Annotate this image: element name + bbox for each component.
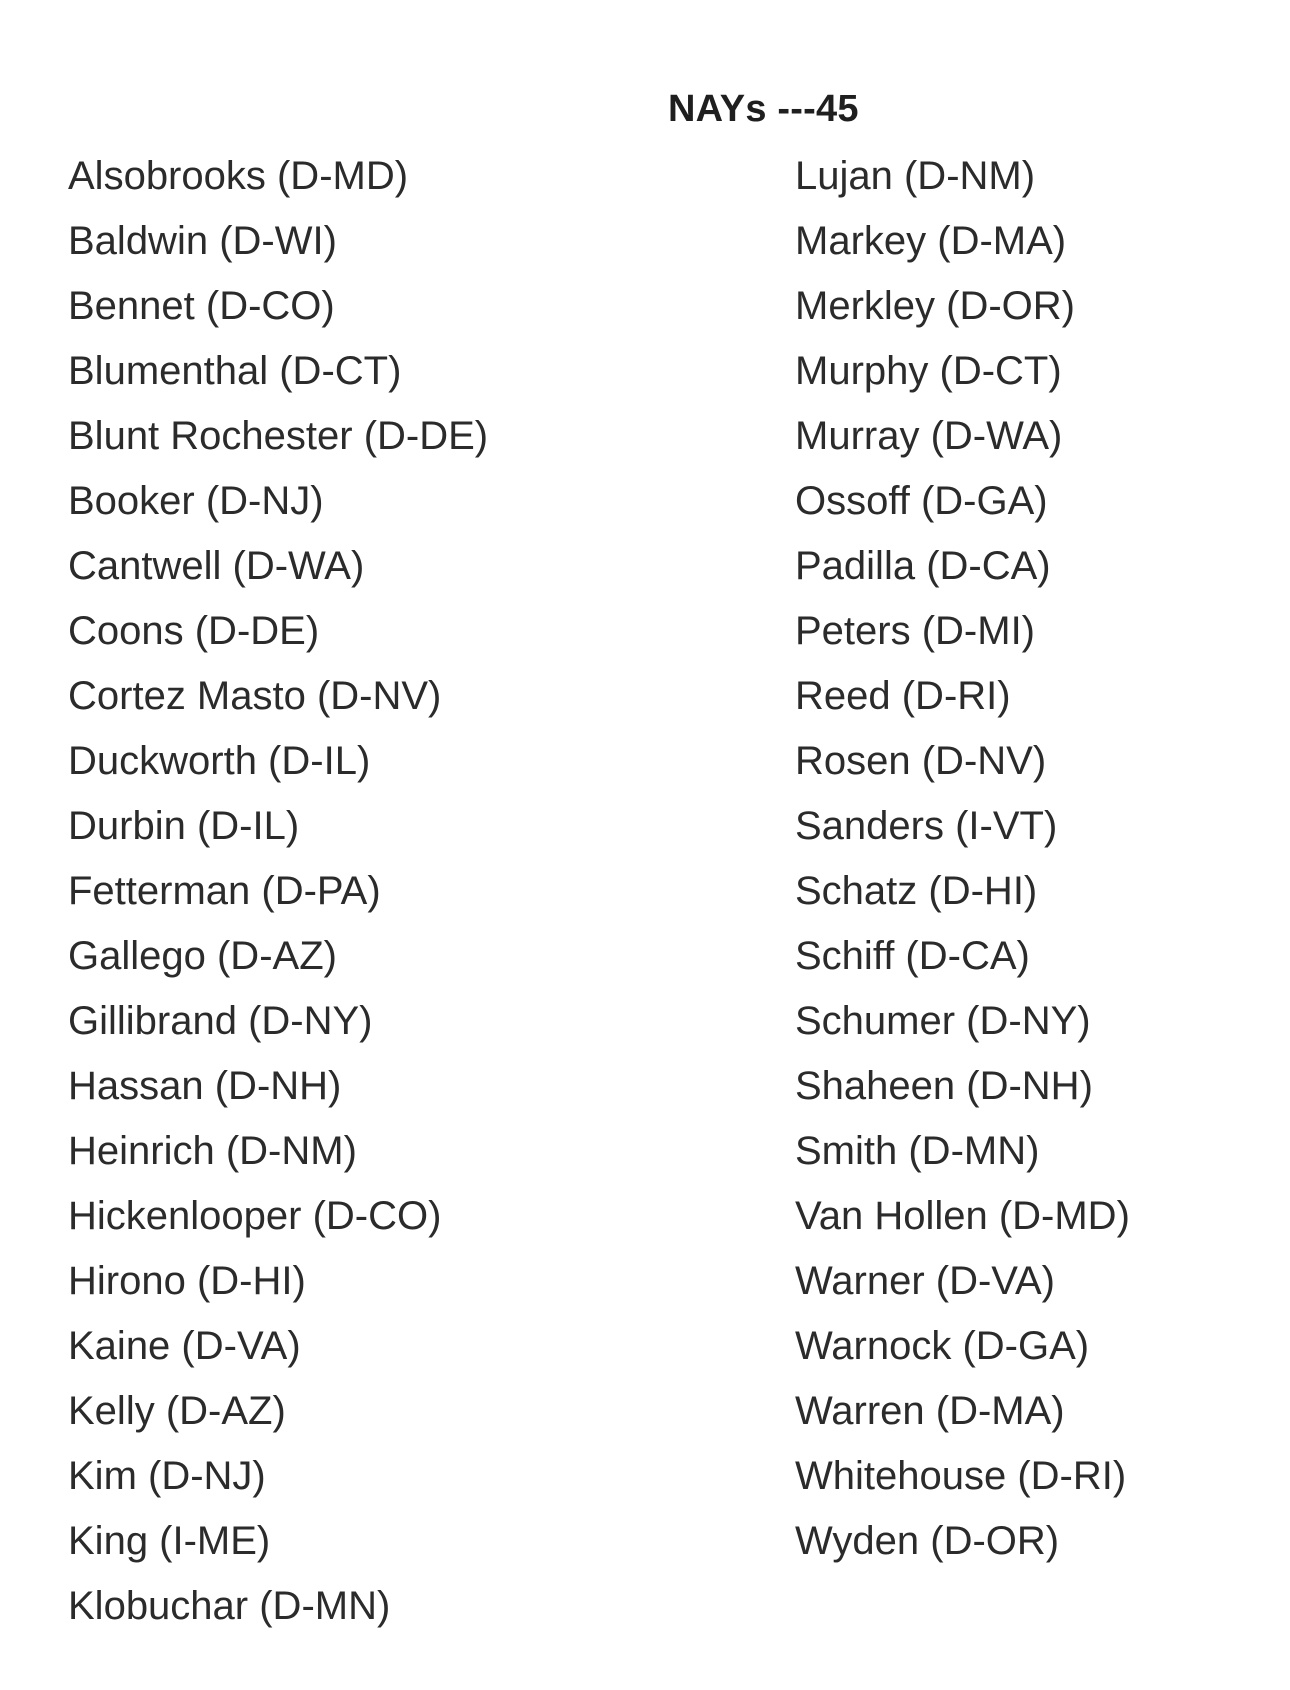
senator-entry: Fetterman (D-PA) [68,869,381,913]
senator-entry: Duckworth (D-IL) [68,739,371,783]
senator-entry: Bennet (D-CO) [68,284,335,328]
senator-entry: Merkley (D-OR) [795,284,1075,328]
senator-entry: Rosen (D-NV) [795,739,1047,783]
senator-entry: Klobuchar (D-MN) [68,1584,391,1628]
senator-entry: Coons (D-DE) [68,609,320,653]
senator-entry: Alsobrooks (D-MD) [68,154,409,198]
senator-entry: Padilla (D-CA) [795,544,1051,588]
senator-entry: Kim (D-NJ) [68,1454,266,1498]
senator-entry: Whitehouse (D-RI) [795,1454,1127,1498]
nays-heading: NAYs ---45 [668,88,859,130]
senator-entry: Wyden (D-OR) [795,1519,1060,1563]
senator-entry: Heinrich (D-NM) [68,1129,357,1173]
senator-entry: Cortez Masto (D-NV) [68,674,442,718]
senator-entry: Murray (D-WA) [795,414,1063,458]
senator-entry: Warren (D-MA) [795,1389,1065,1433]
senator-entry: Kaine (D-VA) [68,1324,301,1368]
senator-entry: Booker (D-NJ) [68,479,324,523]
senator-entry: Schatz (D-HI) [795,869,1038,913]
senator-entry: Shaheen (D-NH) [795,1064,1093,1108]
senator-entry: Murphy (D-CT) [795,349,1062,393]
senator-entry: Warner (D-VA) [795,1259,1055,1303]
senator-entry: Schiff (D-CA) [795,934,1030,978]
senator-entry: Markey (D-MA) [795,219,1067,263]
right-senator-list [795,146,1130,1576]
senator-entry: Gallego (D-AZ) [68,934,337,978]
senator-entry: Kelly (D-AZ) [68,1389,286,1433]
senator-entry: Durbin (D-IL) [68,804,300,848]
senator-entry: Ossoff (D-GA) [795,479,1048,523]
senator-entry: Blunt Rochester (D-DE) [68,414,489,458]
senator-entry: Warnock (D-GA) [795,1324,1090,1368]
senator-entry: Reed (D-RI) [795,674,1011,718]
senator-entry: Van Hollen (D-MD) [795,1194,1130,1238]
senator-entry: Hassan (D-NH) [68,1064,342,1108]
senator-entry: Hirono (D-HI) [68,1259,306,1303]
senator-entry: Blumenthal (D-CT) [68,349,402,393]
left-senator-list [68,146,488,1641]
senator-entry: Hickenlooper (D-CO) [68,1194,442,1238]
senator-entry: Peters (D-MI) [795,609,1035,653]
senator-entry: King (I-ME) [68,1519,271,1563]
senator-entry: Schumer (D-NY) [795,999,1091,1043]
senator-entry: Smith (D-MN) [795,1129,1040,1173]
senator-entry: Gillibrand (D-NY) [68,999,373,1043]
senator-entry: Baldwin (D-WI) [68,219,337,263]
senator-entry: Cantwell (D-WA) [68,544,365,588]
senator-entry: Lujan (D-NM) [795,154,1036,198]
senator-entry: Sanders (I-VT) [795,804,1058,848]
